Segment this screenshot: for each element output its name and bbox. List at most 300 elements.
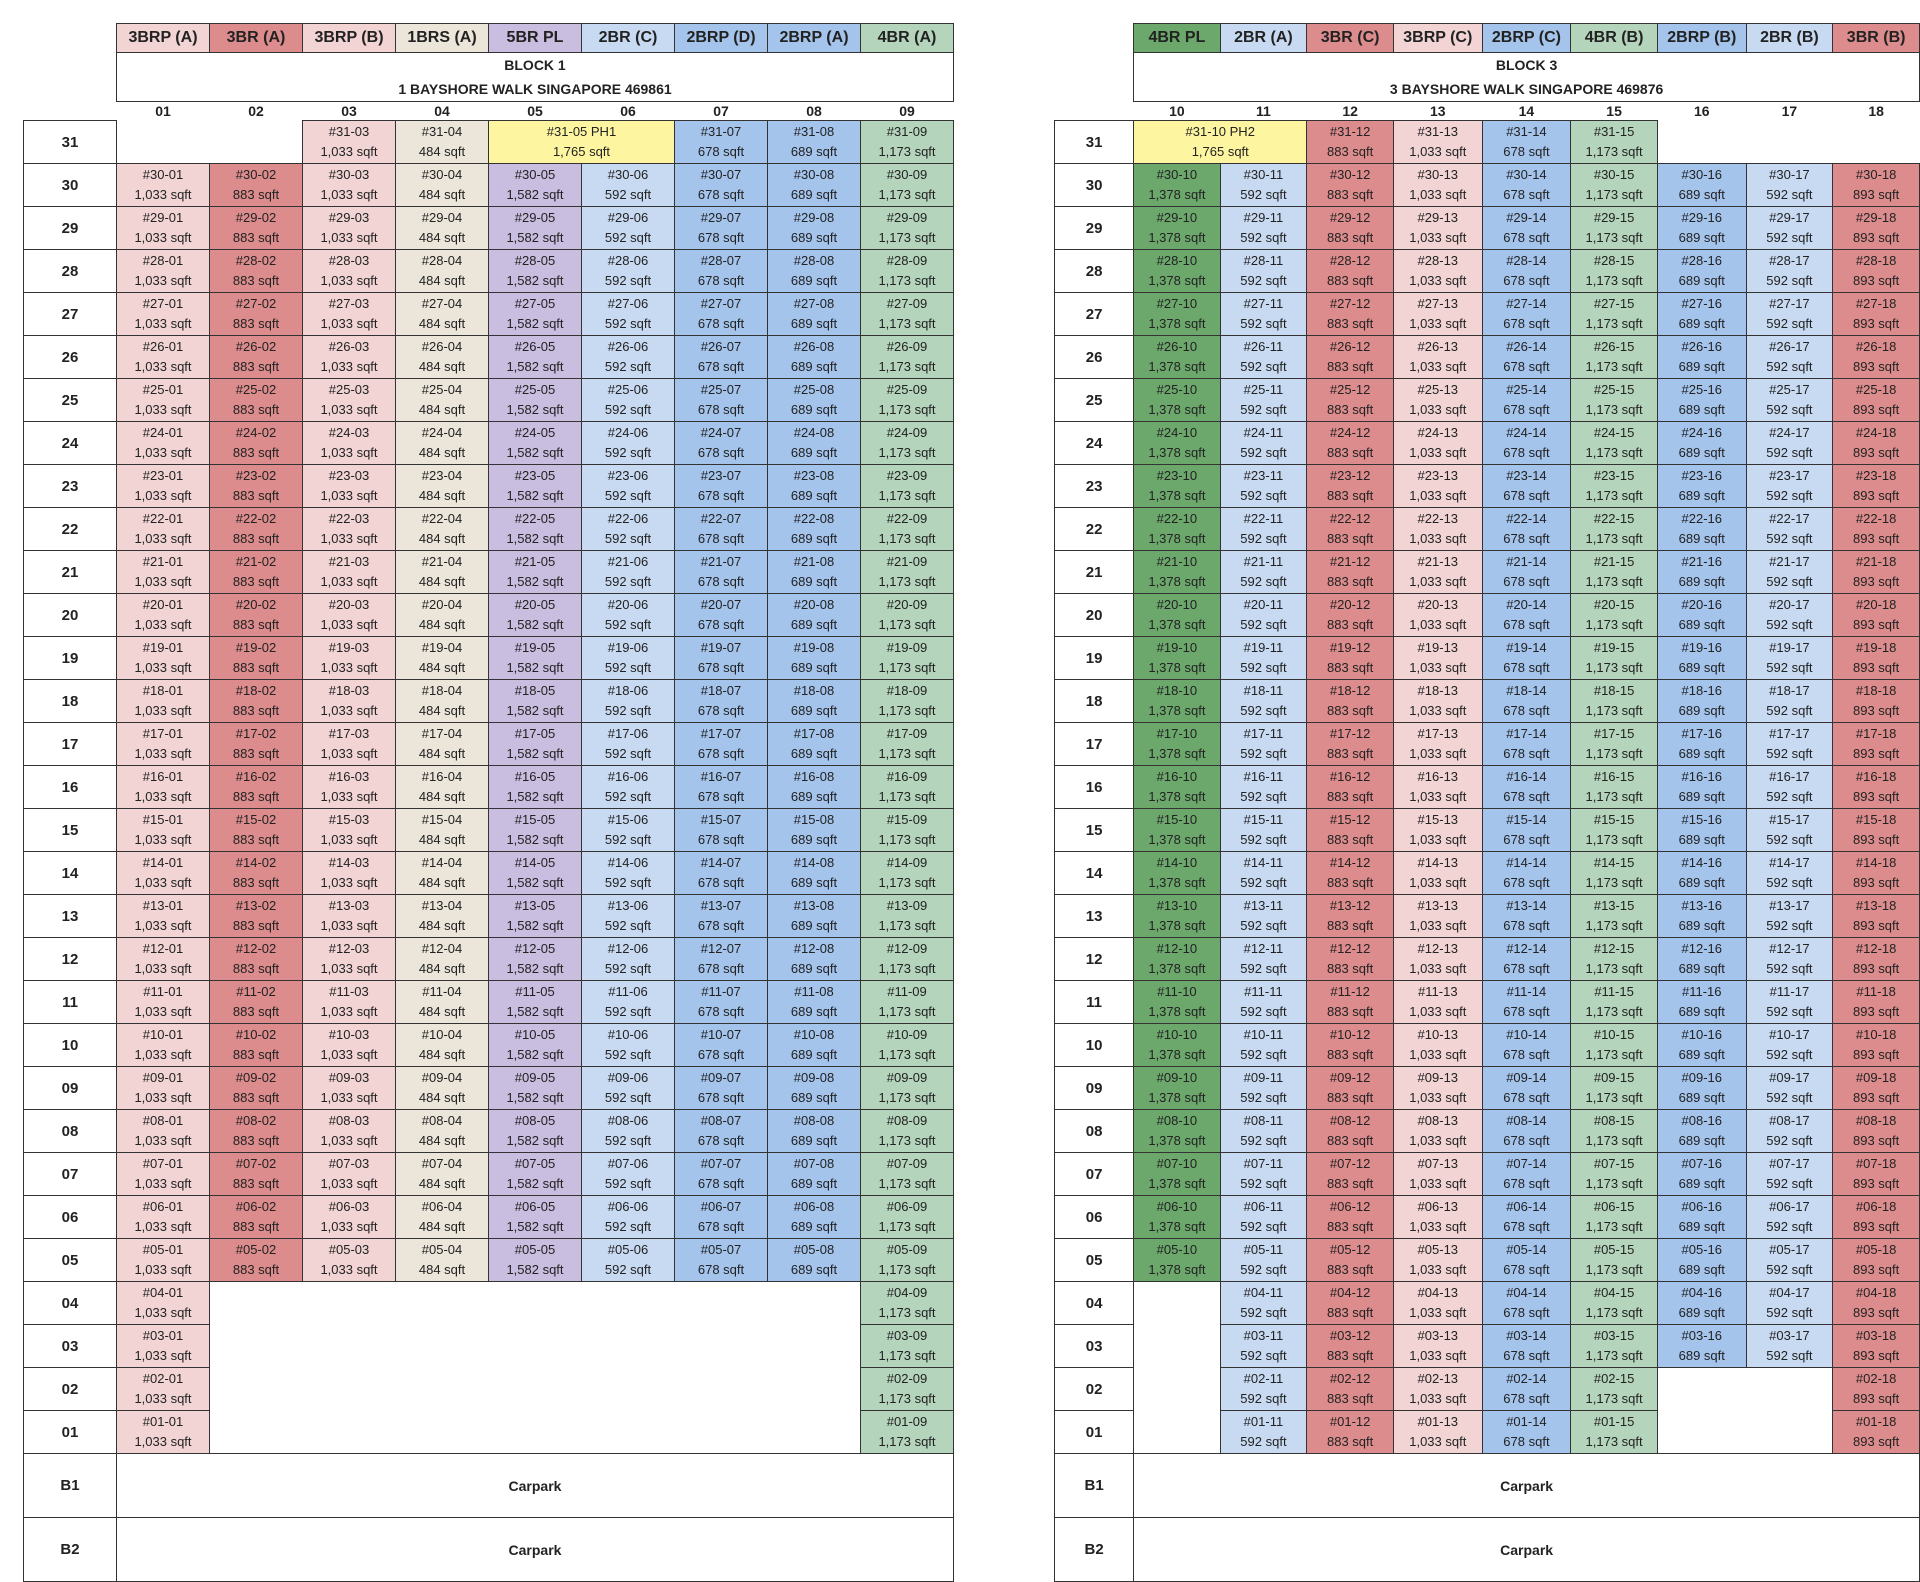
unit-cell[interactable] [210,1067,303,1110]
unit-cell[interactable] [1833,1196,1920,1239]
unit-cell[interactable] [675,1196,768,1239]
unit-cell[interactable] [1482,938,1571,981]
unit-cell[interactable] [1571,1024,1658,1067]
penthouse-unit[interactable] [1134,121,1307,164]
unit-cell[interactable] [1657,336,1746,379]
unit-cell[interactable] [210,680,303,723]
unit-cell[interactable] [303,293,396,336]
unit-cell[interactable] [861,422,954,465]
unit-cell[interactable] [1746,293,1833,336]
unit-cell[interactable] [1307,852,1394,895]
unit-cell[interactable] [861,594,954,637]
unit-cell[interactable] [1833,1282,1920,1325]
unit-cell[interactable] [117,637,210,680]
unit-cell[interactable] [1307,1239,1394,1282]
unit-cell[interactable] [396,250,489,293]
unit-cell[interactable] [582,1067,675,1110]
unit-cell[interactable] [117,766,210,809]
unit-cell[interactable] [1134,1153,1220,1196]
unit-cell[interactable] [1393,1110,1482,1153]
unit-cell[interactable] [1307,1110,1394,1153]
penthouse-unit[interactable] [489,121,675,164]
unit-cell[interactable] [1746,422,1833,465]
unit-cell[interactable] [1307,1368,1394,1411]
unit-cell[interactable] [1833,1110,1920,1153]
unit-cell[interactable] [1220,1325,1307,1368]
unit-cell[interactable] [1657,981,1746,1024]
unit-cell[interactable] [117,1196,210,1239]
unit-cell[interactable] [210,766,303,809]
unit-cell[interactable] [1307,1196,1394,1239]
unit-cell[interactable] [1571,551,1658,594]
unit-cell[interactable] [675,336,768,379]
unit-cell[interactable] [1393,723,1482,766]
unit-cell[interactable] [210,1153,303,1196]
unit-cell[interactable] [768,293,861,336]
unit-cell[interactable] [1571,1282,1658,1325]
unit-cell[interactable] [396,207,489,250]
unit-cell[interactable] [582,250,675,293]
unit-cell[interactable] [1307,637,1394,680]
unit-cell[interactable] [1393,1153,1482,1196]
unit-cell[interactable] [1393,551,1482,594]
unit-cell[interactable] [1657,379,1746,422]
unit-cell[interactable] [1833,981,1920,1024]
unit-cell[interactable] [117,852,210,895]
unit-cell[interactable] [768,852,861,895]
unit-cell[interactable] [1833,1024,1920,1067]
unit-cell[interactable] [1393,293,1482,336]
unit-cell[interactable] [768,809,861,852]
unit-cell[interactable] [861,1153,954,1196]
unit-cell[interactable] [861,465,954,508]
unit-cell[interactable] [1220,723,1307,766]
unit-cell[interactable] [675,207,768,250]
unit-cell[interactable] [489,1024,582,1067]
unit-cell[interactable] [489,250,582,293]
unit-cell[interactable] [1393,379,1482,422]
unit-cell[interactable] [1746,1067,1833,1110]
unit-cell[interactable] [210,1110,303,1153]
unit-cell[interactable] [861,551,954,594]
unit-cell[interactable] [210,809,303,852]
unit-cell[interactable] [768,1153,861,1196]
unit-cell[interactable] [582,852,675,895]
unit-cell[interactable] [675,766,768,809]
unit-cell[interactable] [675,680,768,723]
unit-cell[interactable] [861,680,954,723]
unit-cell[interactable] [1746,852,1833,895]
unit-cell[interactable] [117,723,210,766]
unit-cell[interactable] [1393,508,1482,551]
unit-cell[interactable] [396,1196,489,1239]
unit-cell[interactable] [1833,594,1920,637]
unit-cell[interactable] [303,207,396,250]
unit-cell[interactable] [1746,336,1833,379]
unit-cell[interactable] [1746,207,1833,250]
unit-cell[interactable] [1746,895,1833,938]
unit-cell[interactable] [1746,938,1833,981]
unit-cell[interactable] [117,1024,210,1067]
unit-cell[interactable] [1393,1411,1482,1454]
unit-cell[interactable] [1833,723,1920,766]
unit-cell[interactable] [1746,1282,1833,1325]
unit-cell[interactable] [768,895,861,938]
unit-cell[interactable] [396,766,489,809]
unit-cell[interactable] [1657,809,1746,852]
unit-cell[interactable] [210,422,303,465]
unit-cell[interactable] [768,551,861,594]
unit-cell[interactable] [117,680,210,723]
unit-cell[interactable] [303,465,396,508]
unit-cell[interactable] [1746,766,1833,809]
unit-cell[interactable] [1657,164,1746,207]
unit-cell[interactable] [489,1110,582,1153]
unit-cell[interactable] [768,1110,861,1153]
unit-cell[interactable] [582,594,675,637]
unit-cell[interactable] [396,465,489,508]
unit-cell[interactable] [1833,1067,1920,1110]
unit-cell[interactable] [1393,938,1482,981]
unit-cell[interactable] [1220,1153,1307,1196]
unit-cell[interactable] [1571,1153,1658,1196]
unit-cell[interactable] [861,1067,954,1110]
unit-cell[interactable] [675,379,768,422]
unit-cell[interactable] [861,379,954,422]
unit-cell[interactable] [396,637,489,680]
unit-cell[interactable] [117,293,210,336]
unit-cell[interactable] [1746,680,1833,723]
unit-cell[interactable] [1482,207,1571,250]
unit-cell[interactable] [768,637,861,680]
unit-cell[interactable] [1220,293,1307,336]
unit-cell[interactable] [582,637,675,680]
unit-cell[interactable] [489,293,582,336]
unit-cell[interactable] [768,336,861,379]
unit-cell[interactable] [675,594,768,637]
unit-cell[interactable] [1393,1325,1482,1368]
unit-cell[interactable] [1657,680,1746,723]
unit-cell[interactable] [1220,766,1307,809]
unit-cell[interactable] [1482,1282,1571,1325]
unit-cell[interactable] [1657,551,1746,594]
unit-cell[interactable] [489,1239,582,1282]
unit-cell[interactable] [582,1153,675,1196]
unit-cell[interactable] [675,809,768,852]
unit-cell[interactable] [1393,121,1482,164]
unit-cell[interactable] [1307,1325,1394,1368]
unit-cell[interactable] [1134,1239,1220,1282]
unit-cell[interactable] [1833,293,1920,336]
unit-cell[interactable] [675,637,768,680]
unit-cell[interactable] [1657,938,1746,981]
unit-cell[interactable] [117,594,210,637]
unit-cell[interactable] [1746,1024,1833,1067]
unit-cell[interactable] [303,981,396,1024]
unit-cell[interactable] [117,207,210,250]
unit-cell[interactable] [303,809,396,852]
unit-cell[interactable] [1482,895,1571,938]
unit-cell[interactable] [1571,1239,1658,1282]
unit-cell[interactable] [1746,465,1833,508]
unit-cell[interactable] [861,981,954,1024]
unit-cell[interactable] [1220,637,1307,680]
unit-cell[interactable] [861,293,954,336]
unit-cell[interactable] [1833,1411,1920,1454]
unit-cell[interactable] [396,723,489,766]
unit-cell[interactable] [303,895,396,938]
unit-cell[interactable] [396,594,489,637]
unit-cell[interactable] [489,207,582,250]
unit-cell[interactable] [1746,1325,1833,1368]
unit-cell[interactable] [1571,336,1658,379]
unit-cell[interactable] [117,1368,210,1411]
unit-cell[interactable] [861,1411,954,1454]
unit-cell[interactable] [210,465,303,508]
unit-cell[interactable] [1833,250,1920,293]
unit-cell[interactable] [1657,1196,1746,1239]
unit-cell[interactable] [1307,680,1394,723]
unit-cell[interactable] [1482,594,1571,637]
unit-cell[interactable] [1393,164,1482,207]
unit-cell[interactable] [1307,1282,1394,1325]
unit-cell[interactable] [1571,1325,1658,1368]
unit-cell[interactable] [489,1196,582,1239]
unit-cell[interactable] [861,723,954,766]
unit-cell[interactable] [1746,809,1833,852]
unit-cell[interactable] [1134,680,1220,723]
unit-cell[interactable] [1833,1325,1920,1368]
unit-cell[interactable] [1833,422,1920,465]
unit-cell[interactable] [117,422,210,465]
unit-cell[interactable] [1307,379,1394,422]
unit-cell[interactable] [1482,1368,1571,1411]
unit-cell[interactable] [768,1067,861,1110]
unit-cell[interactable] [117,1239,210,1282]
unit-cell[interactable] [1307,422,1394,465]
unit-cell[interactable] [1134,551,1220,594]
unit-cell[interactable] [1482,1411,1571,1454]
unit-cell[interactable] [1307,895,1394,938]
unit-cell[interactable] [489,680,582,723]
unit-cell[interactable] [1307,723,1394,766]
unit-cell[interactable] [1746,551,1833,594]
unit-cell[interactable] [1220,938,1307,981]
unit-cell[interactable] [1657,293,1746,336]
unit-cell[interactable] [675,250,768,293]
unit-cell[interactable] [582,293,675,336]
unit-cell[interactable] [1833,508,1920,551]
unit-cell[interactable] [582,938,675,981]
unit-cell[interactable] [1482,1067,1571,1110]
unit-cell[interactable] [1134,1196,1220,1239]
unit-cell[interactable] [1220,1067,1307,1110]
unit-cell[interactable] [582,723,675,766]
unit-cell[interactable] [303,766,396,809]
unit-cell[interactable] [1833,938,1920,981]
unit-cell[interactable] [1746,250,1833,293]
unit-cell[interactable] [1571,164,1658,207]
unit-cell[interactable] [582,207,675,250]
unit-cell[interactable] [861,207,954,250]
unit-cell[interactable] [489,766,582,809]
unit-cell[interactable] [582,422,675,465]
unit-cell[interactable] [1393,766,1482,809]
unit-cell[interactable] [1220,250,1307,293]
unit-cell[interactable] [396,379,489,422]
unit-cell[interactable] [1307,594,1394,637]
unit-cell[interactable] [1393,809,1482,852]
unit-cell[interactable] [1482,379,1571,422]
unit-cell[interactable] [1134,809,1220,852]
unit-cell[interactable] [489,895,582,938]
unit-cell[interactable] [1393,422,1482,465]
unit-cell[interactable] [1746,1153,1833,1196]
unit-cell[interactable] [861,766,954,809]
unit-cell[interactable] [1571,852,1658,895]
unit-cell[interactable] [768,938,861,981]
unit-cell[interactable] [303,637,396,680]
unit-cell[interactable] [1393,1239,1482,1282]
unit-cell[interactable] [1220,164,1307,207]
unit-cell[interactable] [1746,723,1833,766]
unit-cell[interactable] [768,207,861,250]
unit-cell[interactable] [1307,336,1394,379]
unit-cell[interactable] [1571,1110,1658,1153]
unit-cell[interactable] [1746,379,1833,422]
unit-cell[interactable] [1134,422,1220,465]
unit-cell[interactable] [1134,981,1220,1024]
unit-cell[interactable] [582,1024,675,1067]
unit-cell[interactable] [582,766,675,809]
unit-cell[interactable] [1571,250,1658,293]
unit-cell[interactable] [1571,1067,1658,1110]
unit-cell[interactable] [489,637,582,680]
unit-cell[interactable] [1134,336,1220,379]
unit-cell[interactable] [1482,1325,1571,1368]
unit-cell[interactable] [861,121,954,164]
unit-cell[interactable] [210,1024,303,1067]
unit-cell[interactable] [1307,981,1394,1024]
unit-cell[interactable] [582,680,675,723]
unit-cell[interactable] [396,680,489,723]
unit-cell[interactable] [1833,379,1920,422]
unit-cell[interactable] [1657,207,1746,250]
unit-cell[interactable] [768,508,861,551]
unit-cell[interactable] [1657,465,1746,508]
unit-cell[interactable] [1482,336,1571,379]
unit-cell[interactable] [675,1239,768,1282]
unit-cell[interactable] [582,508,675,551]
unit-cell[interactable] [303,164,396,207]
unit-cell[interactable] [1393,336,1482,379]
unit-cell[interactable] [675,121,768,164]
unit-cell[interactable] [1393,981,1482,1024]
unit-cell[interactable] [675,293,768,336]
unit-cell[interactable] [1220,809,1307,852]
unit-cell[interactable] [768,121,861,164]
unit-cell[interactable] [1134,637,1220,680]
unit-cell[interactable] [396,551,489,594]
unit-cell[interactable] [1307,164,1394,207]
unit-cell[interactable] [117,1067,210,1110]
unit-cell[interactable] [582,1196,675,1239]
unit-cell[interactable] [117,1282,210,1325]
unit-cell[interactable] [1307,1067,1394,1110]
unit-cell[interactable] [768,981,861,1024]
unit-cell[interactable] [1220,852,1307,895]
unit-cell[interactable] [1220,1110,1307,1153]
unit-cell[interactable] [1482,766,1571,809]
unit-cell[interactable] [1833,766,1920,809]
unit-cell[interactable] [303,1110,396,1153]
unit-cell[interactable] [861,852,954,895]
unit-cell[interactable] [210,164,303,207]
unit-cell[interactable] [1571,723,1658,766]
unit-cell[interactable] [117,1153,210,1196]
unit-cell[interactable] [1482,422,1571,465]
unit-cell[interactable] [768,766,861,809]
unit-cell[interactable] [1220,508,1307,551]
unit-cell[interactable] [1833,551,1920,594]
unit-cell[interactable] [1220,594,1307,637]
unit-cell[interactable] [675,422,768,465]
unit-cell[interactable] [1657,1067,1746,1110]
unit-cell[interactable] [675,1024,768,1067]
unit-cell[interactable] [582,809,675,852]
unit-cell[interactable] [1746,594,1833,637]
unit-cell[interactable] [396,809,489,852]
unit-cell[interactable] [303,422,396,465]
unit-cell[interactable] [1307,1024,1394,1067]
unit-cell[interactable] [210,1196,303,1239]
unit-cell[interactable] [1307,809,1394,852]
unit-cell[interactable] [489,164,582,207]
unit-cell[interactable] [1134,766,1220,809]
unit-cell[interactable] [1393,1196,1482,1239]
unit-cell[interactable] [396,336,489,379]
unit-cell[interactable] [303,723,396,766]
unit-cell[interactable] [303,1239,396,1282]
unit-cell[interactable] [861,336,954,379]
unit-cell[interactable] [861,637,954,680]
unit-cell[interactable] [861,1282,954,1325]
unit-cell[interactable] [582,336,675,379]
unit-cell[interactable] [117,895,210,938]
unit-cell[interactable] [210,981,303,1024]
unit-cell[interactable] [210,723,303,766]
unit-cell[interactable] [1571,465,1658,508]
unit-cell[interactable] [1571,981,1658,1024]
unit-cell[interactable] [396,422,489,465]
unit-cell[interactable] [1482,551,1571,594]
unit-cell[interactable] [861,1024,954,1067]
unit-cell[interactable] [1482,1024,1571,1067]
unit-cell[interactable] [1482,1239,1571,1282]
unit-cell[interactable] [1482,809,1571,852]
unit-cell[interactable] [1746,1196,1833,1239]
unit-cell[interactable] [1307,293,1394,336]
unit-cell[interactable] [117,508,210,551]
unit-cell[interactable] [396,895,489,938]
unit-cell[interactable] [1657,1153,1746,1196]
unit-cell[interactable] [1307,1411,1394,1454]
unit-cell[interactable] [1220,1411,1307,1454]
unit-cell[interactable] [1482,1110,1571,1153]
unit-cell[interactable] [1571,594,1658,637]
unit-cell[interactable] [1220,207,1307,250]
unit-cell[interactable] [1657,1282,1746,1325]
